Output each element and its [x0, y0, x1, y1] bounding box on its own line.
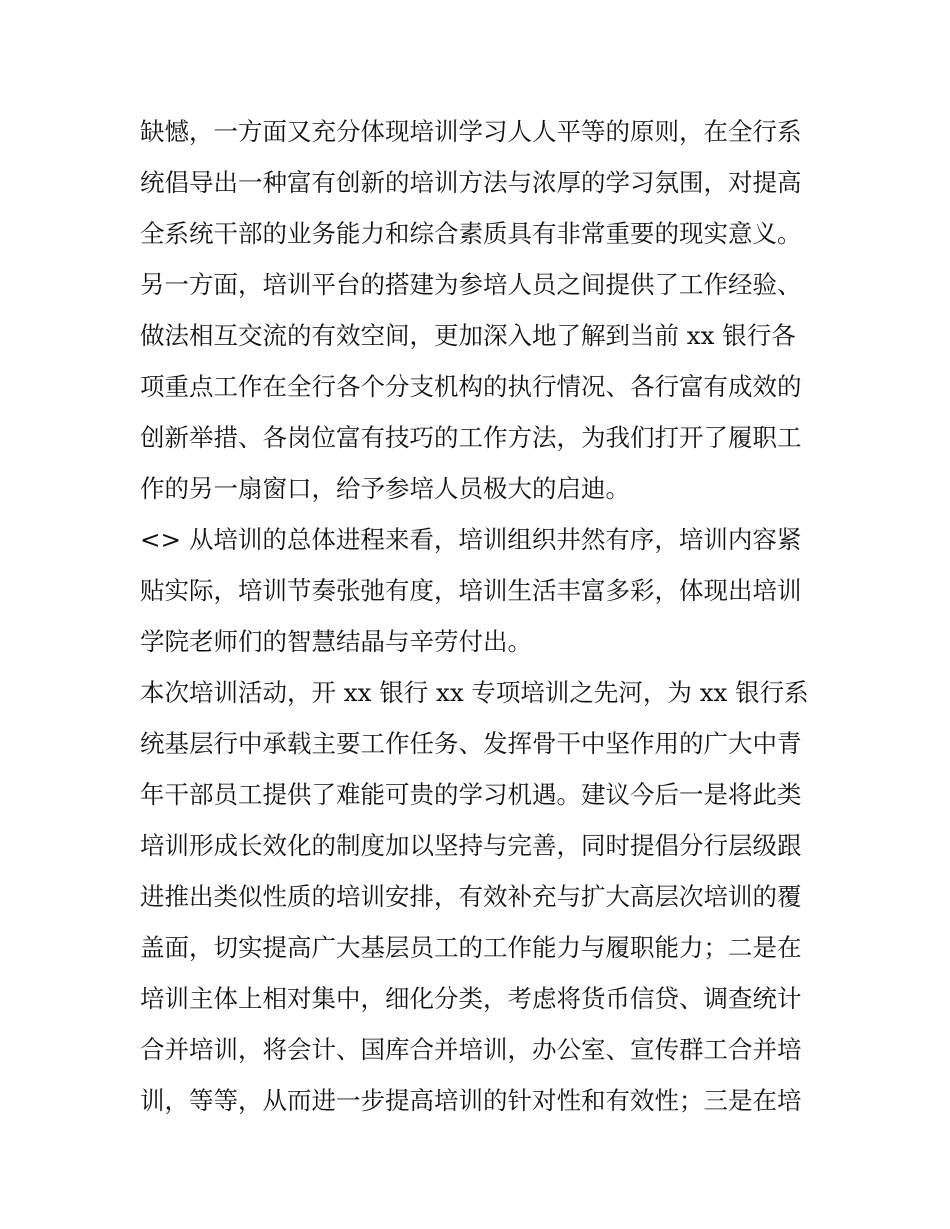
text-line: 做法相互交流的有效空间，更加深入地了解到当前 xx 银行各: [140, 321, 796, 350]
text-line: 进推出类似性质的培训安排，有效补充与扩大高层次培训的覆: [140, 882, 802, 911]
text-line: 统倡导出一种富有创新的培训方法与浓厚的学习氛围，对提高: [140, 168, 802, 197]
text-line: 培训主体上相对集中，细化分类，考虑将货币信贷、调查统计: [140, 984, 802, 1013]
text-line: 年干部员工提供了难能可贵的学习机遇。建议今后一是将此类: [140, 780, 802, 809]
text-line: 盖面，切实提高广大基层员工的工作能力与履职能力；二是在: [140, 933, 802, 962]
text-line: 作的另一扇窗口，给予参培人员极大的启迪。: [140, 474, 630, 503]
text-line: 创新举措、各岗位富有技巧的工作方法，为我们打开了履职工: [140, 423, 802, 452]
text-line: <> 从培训的总体进程来看，培训组织井然有序，培训内容紧: [140, 525, 802, 554]
text-line: 本次培训活动，开 xx 银行 xx 专项培训之先河，为 xx 银行系: [140, 678, 809, 707]
text-line: 另一方面，培训平台的搭建为参培人员之间提供了工作经验、: [140, 270, 802, 299]
document-body: [140, 106, 830, 1126]
text-line: 合并培训，将会计、国库合并培训，办公室、宣传群工合并培: [140, 1035, 802, 1064]
text-line: 学院老师们的智慧结晶与辛劳付出。: [140, 627, 532, 656]
text-line: 培训形成长效化的制度加以坚持与完善，同时提倡分行层级跟: [140, 831, 802, 860]
text-line: 全系统干部的业务能力和综合素质具有非常重要的现实意义。: [140, 219, 802, 248]
text-line: 项重点工作在全行各个分支机构的执行情况、各行富有成效的: [140, 372, 802, 401]
text-line: 贴实际，培训节奏张弛有度，培训生活丰富多彩，体现出培训: [140, 576, 802, 605]
text-line: 统基层行中承载主要工作任务、发挥骨干中坚作用的广大中青: [140, 729, 802, 758]
text-line: 缺憾，一方面又充分体现培训学习人人平等的原则，在全行系: [140, 117, 802, 146]
text-line: 训，等等，从而进一步提高培训的针对性和有效性；三是在培: [140, 1086, 802, 1115]
